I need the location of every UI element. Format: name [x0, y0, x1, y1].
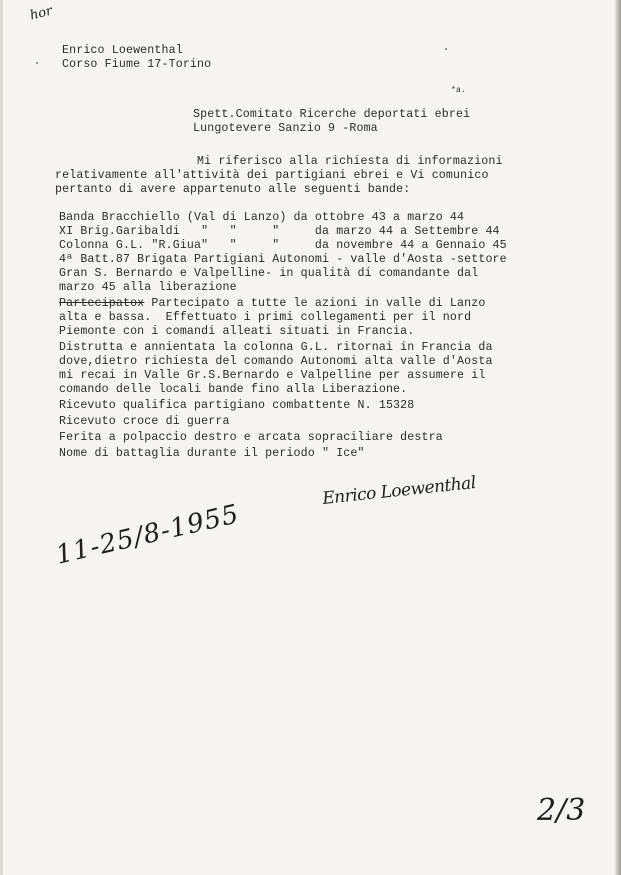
- band-line: 4ª Batt.87 Brigata Partigiani Autonomi - valle d'Aosta -settore: [59, 253, 507, 266]
- corner-handwritten-mark: hor: [28, 3, 54, 24]
- recipient-line-2: Lungotevere Sanzio 9 -Roma: [193, 122, 378, 135]
- ink-dot: [36, 62, 38, 64]
- sender-address: Corso Fiume 17-Torino: [62, 58, 212, 71]
- page-left-edge: [0, 0, 3, 875]
- body-line: alta e bassa. Effettuato i primi collegamenti per il nord: [59, 311, 472, 324]
- body-line: Partecipato a tutte le azioni in valle di Lanzo: [151, 297, 486, 310]
- body-line: Piemonte con i comandi alleati situati in Francia.: [59, 325, 415, 338]
- body-line: comando delle locali bande fino alla Liberazione.: [59, 383, 408, 396]
- page-number: 2/3: [537, 793, 586, 828]
- body-line: Mi riferisco alla richiesta di informazioni: [197, 155, 503, 168]
- small-mark: *a.: [451, 86, 466, 95]
- body-line: relativamente all'attività dei partigiani ebrei e Vi comunico: [55, 169, 489, 182]
- band-line: Gran S. Bernardo e Valpelline- in qualità di comandante dal: [59, 267, 479, 280]
- band-line: XI Brig.Garibaldi " " " da marzo 44 a Settembre 44: [59, 225, 500, 238]
- body-line: Distrutta e annientata la colonna G.L. ritornai in Francia da: [59, 341, 493, 354]
- body-line: Ferita a polpaccio destro e arcata sopraciliare destra: [59, 431, 443, 444]
- body-line: Nome di battaglia durante il periodo " Ice": [59, 447, 365, 460]
- body-line: Ricevuto croce di guerra: [59, 415, 230, 428]
- body-line-with-struck-text: [59, 297, 485, 311]
- struck-text: Partecipatox: [59, 297, 145, 310]
- body-line: pertanto di avere appartenuto alle seguenti bande:: [55, 183, 411, 196]
- body-line: mi recai in Valle Gr.S.Bernardo e Valpelline per assumere il: [59, 369, 486, 382]
- page-right-edge: [615, 0, 621, 875]
- ink-dot: [445, 48, 447, 50]
- sender-name: Enrico Loewenthal: [62, 44, 183, 57]
- signature: Enrico Loewenthal: [321, 473, 477, 509]
- body-line: dove,dietro richiesta del comando Autonomi alta valle d'Aosta: [59, 355, 493, 368]
- recipient-line-1: Spett.Comitato Ricerche deportati ebrei: [193, 108, 471, 121]
- body-line: Ricevuto qualifica partigiano combattente N. 15328: [59, 399, 415, 412]
- handwritten-date: 11-25/8-1955: [53, 499, 243, 571]
- band-line: Colonna G.L. "R.Giua" " " da novembre 44 a Gennaio 45: [59, 239, 507, 252]
- band-line: Banda Bracchiello (Val di Lanzo) da ottobre 43 a marzo 44: [59, 211, 465, 224]
- band-line: marzo 45 alla liberazione: [59, 281, 237, 294]
